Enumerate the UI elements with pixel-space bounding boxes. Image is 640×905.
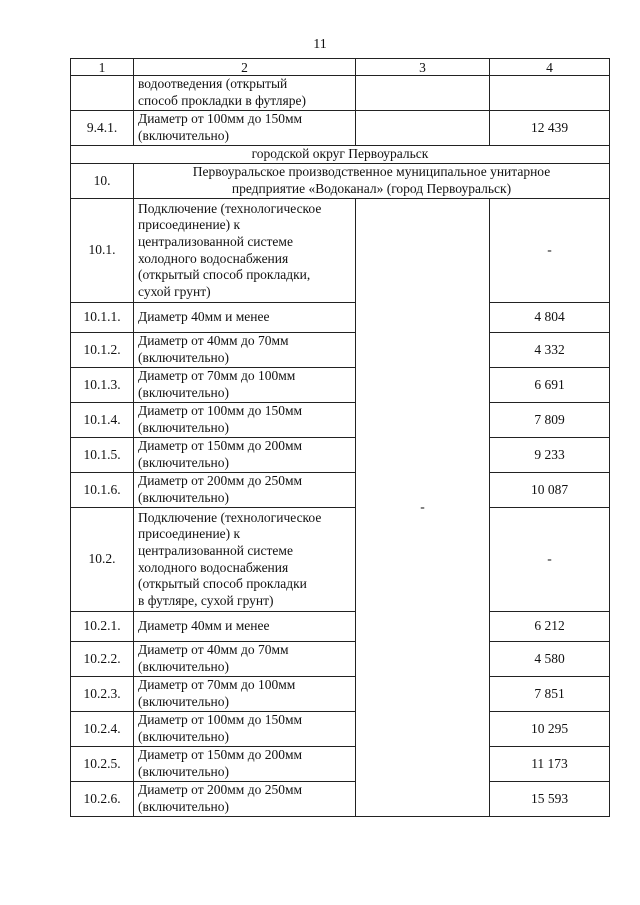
- row-number: 9.4.1.: [71, 111, 134, 146]
- row-number: 10.: [71, 164, 134, 199]
- row-description: Диаметр 40мм и менее: [134, 612, 356, 642]
- row-number: 10.1.4.: [71, 403, 134, 438]
- enterprise-name: Первоуральское производственное муниципальное унитарное предприятие «Водоканал» (город Первоуральск): [134, 164, 610, 199]
- row-description: Диаметр от 70мм до 100мм (включительно): [134, 677, 356, 712]
- table-row: [71, 747, 610, 782]
- row-number: 10.2.3.: [71, 677, 134, 712]
- row-value: 10 295: [490, 712, 610, 747]
- row-value: 4 580: [490, 642, 610, 677]
- district-row: [71, 146, 610, 164]
- row-col3: [356, 111, 490, 146]
- table-row: [71, 403, 610, 438]
- row-description: Диаметр от 200мм до 250мм (включительно): [134, 782, 356, 817]
- row-description: Диаметр от 40мм до 70мм (включительно): [134, 333, 356, 368]
- table-row: [71, 677, 610, 712]
- table-row: [71, 199, 610, 303]
- row-number: 10.1.3.: [71, 368, 134, 403]
- row-value: 4 332: [490, 333, 610, 368]
- row-number: 10.2.4.: [71, 712, 134, 747]
- table-row: [71, 368, 610, 403]
- row-number: 10.2.: [71, 508, 134, 612]
- row-description: Подключение (технологическое присоединение) к централизованной системе холодного водоснабжения (открытый способ прокладки, сухой грунт): [134, 199, 356, 303]
- table-header-row: [71, 59, 610, 76]
- row-value: -: [490, 508, 610, 612]
- row-value: 6 212: [490, 612, 610, 642]
- row-value: 7 851: [490, 677, 610, 712]
- row-description: Диаметр от 100мм до 150мм (включительно): [134, 403, 356, 438]
- district-name: городской округ Первоуральск: [71, 146, 610, 164]
- row-number: 10.2.2.: [71, 642, 134, 677]
- row-value: 11 173: [490, 747, 610, 782]
- header-col-1: 1: [71, 59, 134, 76]
- row-value: 6 691: [490, 368, 610, 403]
- row-description: Диаметр 40мм и менее: [134, 303, 356, 333]
- row-description: Диаметр от 100мм до 150мм (включительно): [134, 111, 356, 146]
- header-col-4: 4: [490, 59, 610, 76]
- row-description: Диаметр от 40мм до 70мм (включительно): [134, 642, 356, 677]
- row-value: -: [490, 199, 610, 303]
- row-description: Диаметр от 70мм до 100мм (включительно): [134, 368, 356, 403]
- row-number: 10.1.1.: [71, 303, 134, 333]
- row-number: [71, 76, 134, 111]
- row-number: 10.1.2.: [71, 333, 134, 368]
- table-row: [71, 333, 610, 368]
- row-number: 10.2.6.: [71, 782, 134, 817]
- row-value: [490, 76, 610, 111]
- row-value: 4 804: [490, 303, 610, 333]
- table-row: [71, 642, 610, 677]
- row-number: 10.1.5.: [71, 438, 134, 473]
- row-value: 7 809: [490, 403, 610, 438]
- table-row: [71, 612, 610, 642]
- header-col-3: 3: [356, 59, 490, 76]
- row-number: 10.2.1.: [71, 612, 134, 642]
- page-number: 11: [313, 37, 327, 52]
- table-row: [71, 303, 610, 333]
- table-row: [71, 782, 610, 817]
- row-description: Подключение (технологическое присоединение) к централизованной системе холодного водоснабжения (открытый способ прокладки в футляре, сухой грунт): [134, 508, 356, 612]
- table-row: [71, 76, 610, 111]
- row-description: Диаметр от 200мм до 250мм (включительно): [134, 473, 356, 508]
- header-col-2: 2: [134, 59, 356, 76]
- table-row: [71, 712, 610, 747]
- row-number: 10.1.6.: [71, 473, 134, 508]
- tariff-table: [70, 58, 610, 817]
- row-value: 15 593: [490, 782, 610, 817]
- row-value: 12 439: [490, 111, 610, 146]
- row-description: водоотведения (открытый способ прокладки в футляре): [134, 76, 356, 111]
- enterprise-row: [71, 164, 610, 199]
- table-row: [71, 508, 610, 612]
- row-value: 9 233: [490, 438, 610, 473]
- merged-col3-dash: -: [356, 199, 490, 817]
- row-value: 10 087: [490, 473, 610, 508]
- table-row: [71, 473, 610, 508]
- table-row: [71, 111, 610, 146]
- table-row: [71, 438, 610, 473]
- row-number: 10.2.5.: [71, 747, 134, 782]
- row-number: 10.1.: [71, 199, 134, 303]
- row-description: Диаметр от 100мм до 150мм (включительно): [134, 712, 356, 747]
- row-col3: [356, 76, 490, 111]
- row-description: Диаметр от 150мм до 200мм (включительно): [134, 438, 356, 473]
- row-description: Диаметр от 150мм до 200мм (включительно): [134, 747, 356, 782]
